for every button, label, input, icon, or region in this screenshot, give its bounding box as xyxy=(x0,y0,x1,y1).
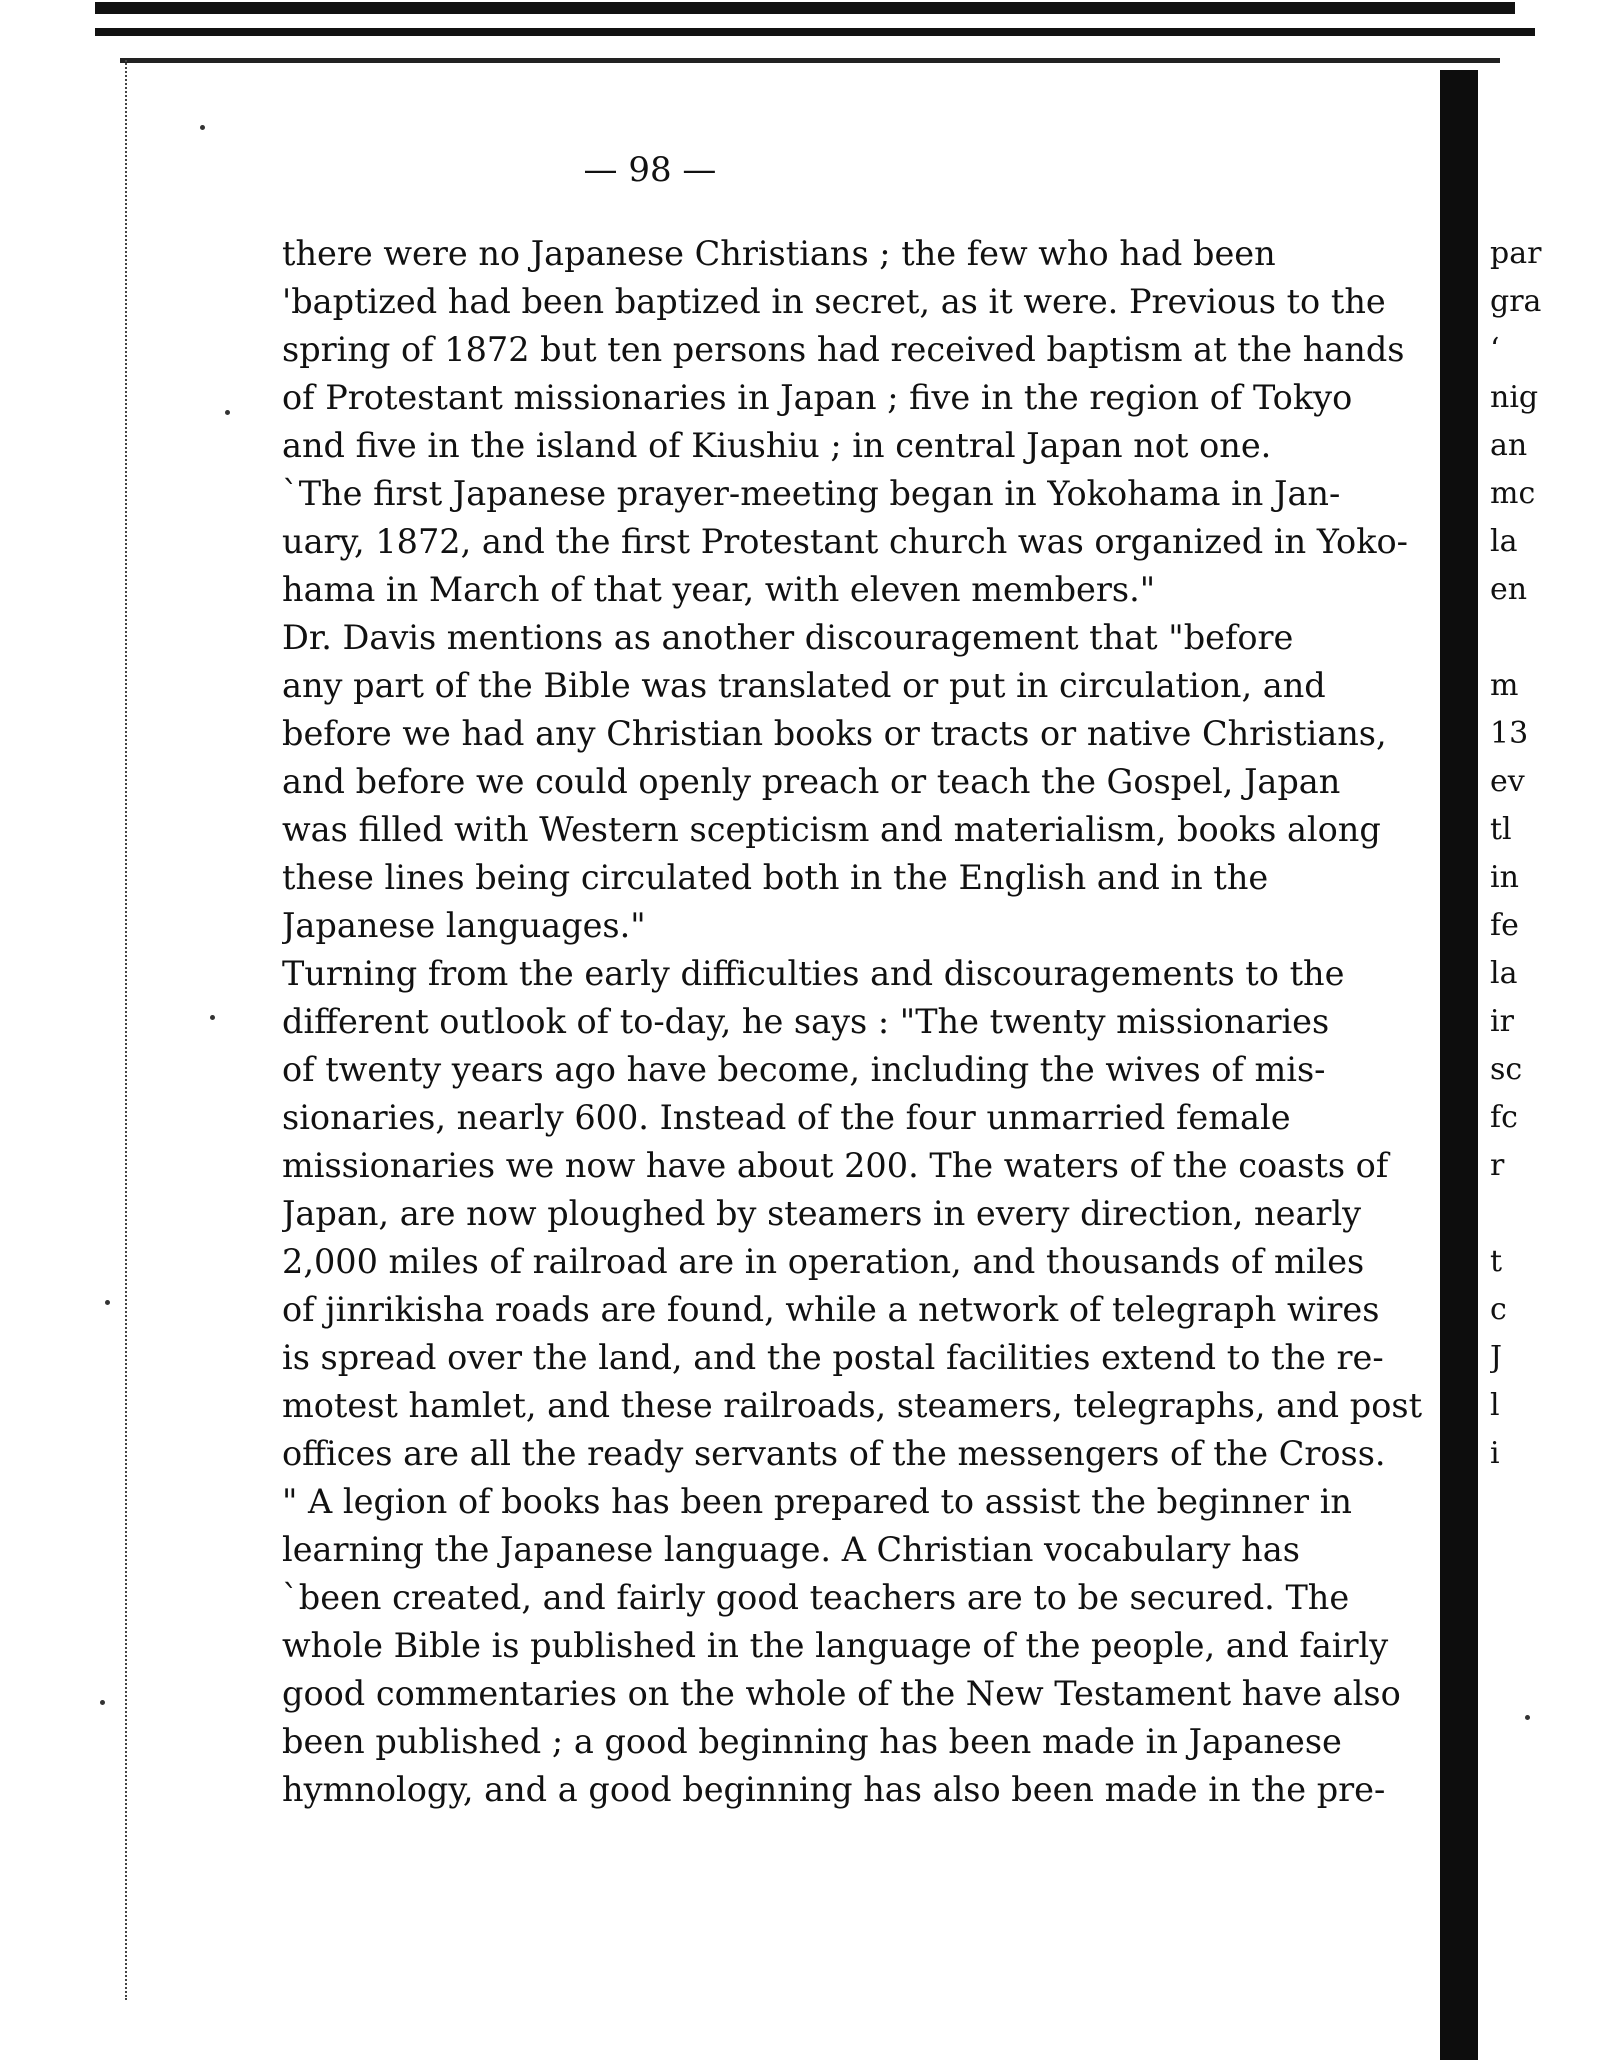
text-line: learning the Japanese language. A Christian vocabulary has xyxy=(282,1530,1300,1569)
margin-fragment: en xyxy=(1490,572,1528,607)
text-line: Japanese languages." xyxy=(282,906,646,945)
header-rule xyxy=(120,58,1500,63)
margin-fragment: ir xyxy=(1490,1004,1514,1039)
margin-fragment: m xyxy=(1490,668,1519,703)
text-line: 2,000 miles of railroad are in operation, and thousands of miles xyxy=(282,1242,1365,1281)
margin-fragment: l xyxy=(1490,1388,1500,1423)
top-edge-rule xyxy=(95,2,1515,14)
text-line: hymnology, and a good beginning has also been made in the pre- xyxy=(282,1770,1386,1809)
text-line: these lines being circulated both in the English and in the xyxy=(282,858,1269,897)
text-line: of twenty years ago have become, including the wives of mis- xyxy=(282,1050,1326,1089)
text-line: motest hamlet, and these railroads, steamers, telegraphs, and post xyxy=(282,1386,1423,1425)
text-line: `The first Japanese prayer-meeting began in Yokohama in Jan- xyxy=(282,474,1341,513)
text-line: of jinrikisha roads are found, while a network of telegraph wires xyxy=(282,1290,1380,1329)
print-speck xyxy=(105,1300,110,1305)
text-line: good commentaries on the whole of the New Testament have also xyxy=(282,1674,1401,1713)
text-line: `been created, and fairly good teachers are to be secured. The xyxy=(282,1578,1350,1617)
text-line: missionaries we now have about 200. The waters of the coasts of xyxy=(282,1146,1389,1185)
gutter-shadow xyxy=(1440,70,1478,2060)
text-line: before we had any Christian books or tracts or native Christians, xyxy=(282,714,1387,753)
top-edge-rule-secondary xyxy=(95,28,1535,36)
print-speck xyxy=(1525,1715,1530,1720)
margin-fragment: i xyxy=(1490,1436,1500,1471)
margin-fragment: gra xyxy=(1490,284,1542,319)
text-line: offices are all the ready servants of the messengers of the Cross. xyxy=(282,1434,1386,1473)
margin-fragment xyxy=(1490,614,1590,662)
text-line: is spread over the land, and the postal facilities extend to the re- xyxy=(282,1338,1384,1377)
text-line: 'baptized had been baptized in secret, as it were. Previous to the xyxy=(282,282,1386,321)
print-speck xyxy=(200,125,205,130)
text-line: Japan, are now ploughed by steamers in every direction, nearly xyxy=(282,1194,1362,1233)
margin-fragment: in xyxy=(1490,860,1519,895)
text-line: Dr. Davis mentions as another discouragement that "before xyxy=(282,618,1294,657)
margin-fragment: fe xyxy=(1490,908,1519,943)
margin-fragment: sc xyxy=(1490,1052,1523,1087)
margin-fragment: tl xyxy=(1490,812,1512,847)
margin-fragment: nig xyxy=(1490,380,1539,415)
text-line: sionaries, nearly 600. Instead of the four unmarried female xyxy=(282,1098,1291,1137)
text-line: Turning from the early difficulties and discouragements to the xyxy=(282,954,1345,993)
text-line: there were no Japanese Christians ; the few who had been xyxy=(282,234,1276,273)
page-number: — 98 — xyxy=(583,150,717,190)
text-line: any part of the Bible was translated or put in circulation, and xyxy=(282,666,1326,705)
text-line: been published ; a good beginning has been made in Japanese xyxy=(282,1722,1342,1761)
margin-fragment: r xyxy=(1490,1148,1505,1183)
text-line: different outlook of to-day, he says : "The twenty missionaries xyxy=(282,1002,1330,1041)
margin-fragment: mc xyxy=(1490,476,1536,511)
text-line: was filled with Western scepticism and materialism, books along xyxy=(282,810,1381,849)
print-speck xyxy=(225,410,230,415)
text-line: whole Bible is published in the language of the people, and fairly xyxy=(282,1626,1389,1665)
print-speck xyxy=(100,1700,105,1705)
text-line: spring of 1872 but ten persons had received baptism at the hands xyxy=(282,330,1405,369)
left-binding-edge xyxy=(125,60,131,2000)
margin-fragment: J xyxy=(1490,1340,1503,1375)
text-line: hama in March of that year, with eleven members." xyxy=(282,570,1156,609)
margin-fragment: fc xyxy=(1490,1100,1518,1135)
margin-fragment: c xyxy=(1490,1292,1507,1327)
margin-fragment xyxy=(1490,1190,1590,1238)
margin-fragment: 13 xyxy=(1490,716,1529,751)
text-line: " A legion of books has been prepared to assist the beginner in xyxy=(282,1482,1352,1521)
adjacent-page-fragments xyxy=(1490,230,1590,1478)
margin-fragment: t xyxy=(1490,1244,1503,1279)
body-text xyxy=(282,230,1442,1814)
print-speck xyxy=(210,1015,215,1020)
margin-fragment: la xyxy=(1490,524,1518,559)
margin-fragment: la xyxy=(1490,956,1518,991)
text-line: and before we could openly preach or teach the Gospel, Japan xyxy=(282,762,1341,801)
margin-fragment: ‘ xyxy=(1490,332,1500,367)
text-line: uary, 1872, and the first Protestant church was organized in Yoko- xyxy=(282,522,1408,561)
margin-fragment: ev xyxy=(1490,764,1525,799)
text-line: of Protestant missionaries in Japan ; five in the region of Tokyo xyxy=(282,378,1353,417)
text-line: and five in the island of Kiushiu ; in central Japan not one. xyxy=(282,426,1272,465)
margin-fragment: an xyxy=(1490,428,1528,463)
margin-fragment: par xyxy=(1490,236,1542,271)
